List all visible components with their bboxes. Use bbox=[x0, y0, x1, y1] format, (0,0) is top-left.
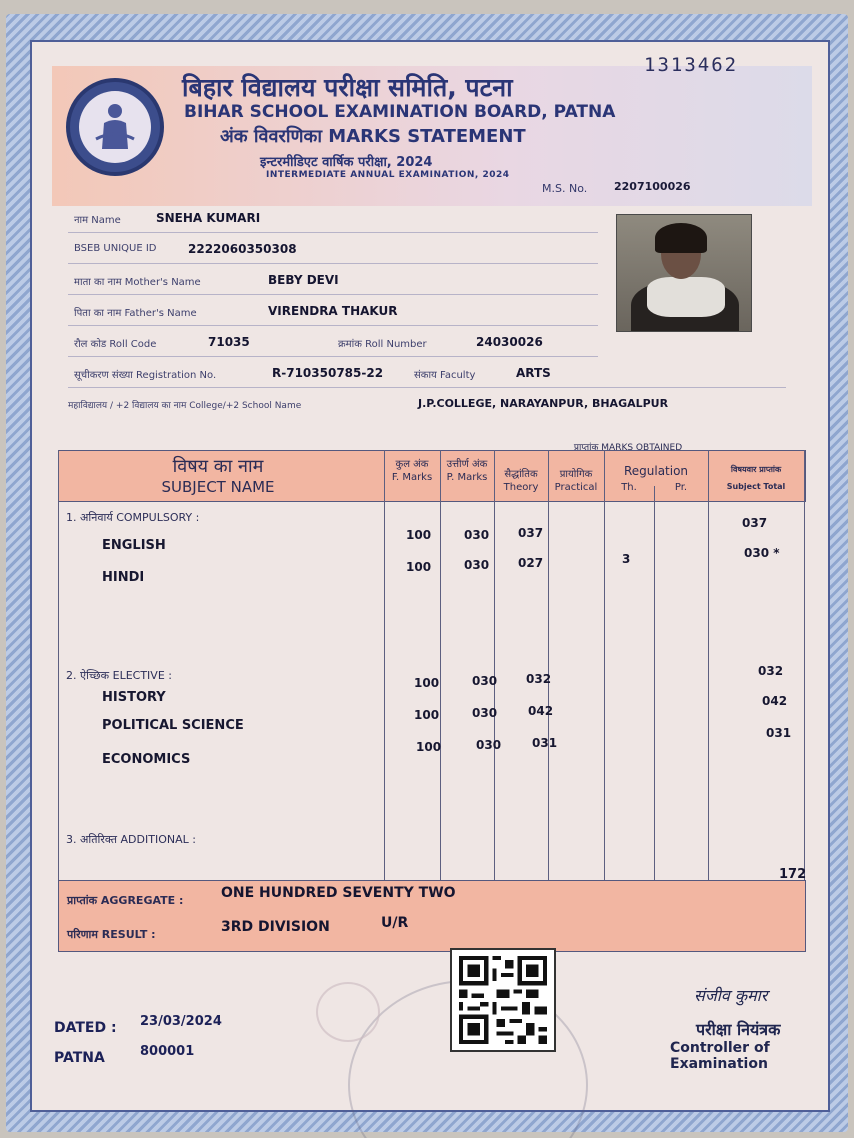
regulation-th-header: Th. bbox=[621, 482, 637, 493]
compulsory-section-label: 1. अनिवार्य COMPULSORY : bbox=[66, 511, 200, 524]
marks-obtained-header: प्राप्तांक MARKS OBTAINED bbox=[573, 443, 683, 453]
subject-history: HISTORY bbox=[102, 690, 166, 705]
father-label: पिता का नाम Father's Name bbox=[74, 308, 197, 319]
subject-political-science: POLITICAL SCIENCE bbox=[102, 718, 244, 733]
controller-title-hindi: परीक्षा नियंत्रक bbox=[696, 1020, 781, 1039]
total-hindi: 030 * bbox=[744, 546, 780, 560]
mother-label: माता का नाम Mother's Name bbox=[74, 277, 201, 288]
student-photo bbox=[616, 214, 752, 332]
registration-row bbox=[68, 357, 786, 388]
faculty-value: ARTS bbox=[516, 366, 551, 380]
theory-history: 032 bbox=[526, 672, 552, 686]
aggregate-total: 172 bbox=[779, 867, 807, 882]
uid-value: 2222060350308 bbox=[188, 242, 297, 256]
serial-number: 1313462 bbox=[644, 54, 739, 76]
result-division: 3RD DIVISION bbox=[221, 919, 330, 935]
marks-table bbox=[58, 443, 806, 880]
fmarks-economics: 100 bbox=[416, 740, 442, 754]
total-header: Subject Total bbox=[726, 482, 786, 491]
additional-section-label: 3. अतिरिक्त ADDITIONAL : bbox=[66, 833, 196, 846]
dated-label: DATED : bbox=[54, 1020, 117, 1036]
subject-economics: ECONOMICS bbox=[102, 752, 191, 767]
exam-name-english: INTERMEDIATE ANNUAL EXAMINATION, 2024 bbox=[266, 170, 510, 180]
subject-header-hindi: विषय का नाम bbox=[172, 456, 264, 477]
fmarks-hindi: 100 bbox=[406, 560, 432, 574]
roll-code-value: 71035 bbox=[208, 335, 250, 349]
controller-title-english: Controller of Examination bbox=[670, 1040, 770, 1072]
theory-header-hindi: सैद्धांतिक bbox=[504, 469, 538, 480]
pmarks-history: 030 bbox=[472, 674, 498, 688]
fmarks-header: F. Marks bbox=[391, 472, 433, 483]
fmarks-political-science: 100 bbox=[414, 708, 440, 722]
certificate-border bbox=[30, 40, 830, 1112]
name-label: नाम Name bbox=[74, 215, 121, 226]
total-english: 037 bbox=[742, 516, 768, 530]
board-name-english: BIHAR SCHOOL EXAMINATION BOARD, PATNA bbox=[184, 102, 616, 122]
theory-economics: 031 bbox=[532, 736, 558, 750]
board-emblem-icon bbox=[66, 78, 164, 176]
subject-english: ENGLISH bbox=[102, 538, 166, 553]
registration-label: सूचीकरण संख्या Registration No. bbox=[74, 370, 217, 381]
pmarks-hindi: 030 bbox=[464, 558, 490, 572]
mother-row bbox=[68, 264, 598, 295]
student-details bbox=[68, 202, 786, 450]
total-header-hindi: विषयवार प्राप्तांक bbox=[730, 465, 782, 474]
pin-value: 800001 bbox=[140, 1044, 195, 1059]
college-row bbox=[68, 388, 786, 419]
ms-no-label: M.S. No. bbox=[542, 182, 588, 195]
uid-label: BSEB UNIQUE ID bbox=[74, 243, 157, 254]
fmarks-header-hindi: कुल अंक bbox=[395, 459, 429, 470]
practical-header-hindi: प्रायोगिक bbox=[559, 469, 593, 480]
dated-value: 23/03/2024 bbox=[140, 1014, 222, 1029]
regulation-pr-header: Pr. bbox=[674, 482, 688, 493]
roll-number-label: क्रमांक Roll Number bbox=[338, 339, 427, 350]
pmarks-english: 030 bbox=[464, 528, 490, 542]
roll-number-value: 24030026 bbox=[476, 335, 543, 349]
theory-english: 037 bbox=[518, 526, 544, 540]
pmarks-political-science: 030 bbox=[472, 706, 498, 720]
registration-value: R-710350785-22 bbox=[272, 366, 384, 380]
theory-hindi: 027 bbox=[518, 556, 544, 570]
uid-row bbox=[68, 233, 598, 264]
practical-header: Practical bbox=[554, 482, 598, 493]
total-political-science: 042 bbox=[762, 694, 788, 708]
exam-name-hindi: इन्टरमीडिएट वार्षिक परीक्षा, 2024 bbox=[260, 155, 433, 170]
theory-political-science: 042 bbox=[528, 704, 554, 718]
aggregate-label: प्राप्तांक AGGREGATE : bbox=[67, 894, 184, 907]
embossed-seal bbox=[316, 982, 380, 1042]
ms-no-value: 2207100026 bbox=[614, 180, 691, 193]
regulation-header: Regulation bbox=[623, 464, 689, 478]
father-row bbox=[68, 295, 598, 326]
student-name: SNEHA KUMARI bbox=[156, 211, 261, 225]
statement-title: अंक विवरणिका MARKS STATEMENT bbox=[220, 126, 526, 147]
fmarks-english: 100 bbox=[406, 528, 432, 542]
roll-row bbox=[68, 326, 598, 357]
mother-name: BEBY DEVI bbox=[268, 273, 339, 287]
result-label: परिणाम RESULT : bbox=[67, 928, 156, 941]
total-economics: 031 bbox=[766, 726, 792, 740]
fmarks-history: 100 bbox=[414, 676, 440, 690]
board-name-hindi: बिहार विद्यालय परीक्षा समिति, पटना bbox=[182, 73, 513, 102]
roll-code-label: रौल कोड Roll Code bbox=[74, 339, 157, 350]
pmarks-header: P. Marks bbox=[446, 472, 488, 483]
result-ur: U/R bbox=[381, 915, 409, 931]
aggregate-words: ONE HUNDRED SEVENTY TWO bbox=[221, 885, 456, 901]
faculty-label: संकाय Faculty bbox=[414, 370, 476, 381]
subject-header-english: SUBJECT NAME bbox=[161, 478, 275, 496]
place-label: PATNA bbox=[54, 1050, 105, 1066]
controller-signature: संजीव कुमार bbox=[694, 986, 768, 1005]
college-value: J.P.COLLEGE, NARAYANPUR, BHAGALPUR bbox=[418, 397, 669, 410]
total-history: 032 bbox=[758, 664, 784, 678]
theory-header: Theory bbox=[503, 482, 539, 493]
pmarks-header-hindi: उत्तीर्ण अंक bbox=[446, 459, 488, 470]
name-row bbox=[68, 202, 598, 233]
subject-hindi: HINDI bbox=[102, 570, 145, 585]
qr-code bbox=[450, 948, 556, 1052]
elective-section-label: 2. ऐच्छिक ELECTIVE : bbox=[66, 669, 172, 682]
pmarks-economics: 030 bbox=[476, 738, 502, 752]
father-name: VIRENDRA THAKUR bbox=[268, 304, 398, 318]
regulation-th-hindi: 3 bbox=[622, 552, 631, 566]
college-label: महाविद्यालय / +2 विद्यालय का नाम College/+2 School Name bbox=[68, 401, 302, 411]
aggregate-section bbox=[58, 867, 807, 952]
marks-statement-sheet bbox=[6, 14, 848, 1132]
